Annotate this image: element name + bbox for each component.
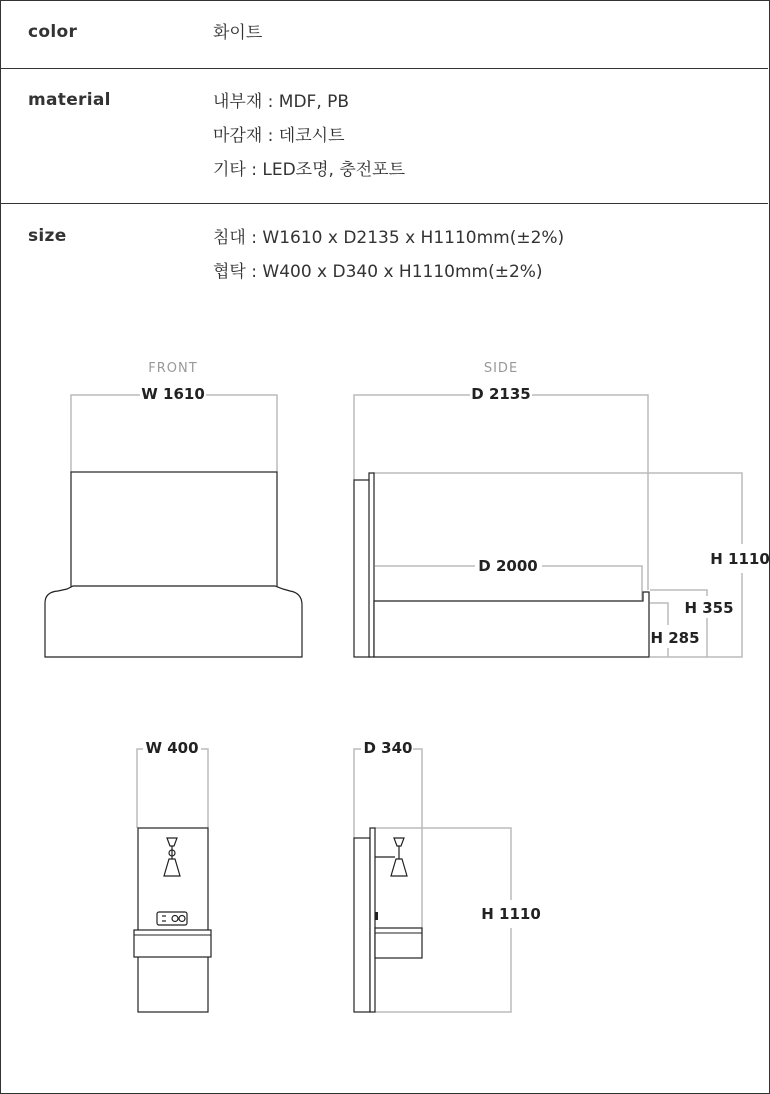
bed-depth-mattress-label: D 2000 — [478, 557, 538, 575]
spec-line: 협탁 : W400 x D340 x H1110mm(±2%) — [213, 262, 543, 282]
spec-label-material: material — [28, 90, 111, 110]
bed-width-label: W 1610 — [141, 385, 205, 403]
table-side-back-panel — [370, 828, 375, 1012]
bed-side-view — [354, 361, 770, 657]
spec-label-color: color — [28, 22, 78, 42]
lamp-icon — [375, 838, 407, 876]
spec-line: 기타 : LED조명, 충전포트 — [213, 160, 406, 180]
side-view-title: SIDE — [483, 361, 519, 376]
table-side-view — [354, 739, 541, 1012]
table-width-dimension — [137, 749, 208, 828]
table-side-back — [354, 838, 370, 1012]
bed-side-frame — [374, 592, 649, 657]
table-width-label: W 400 — [145, 739, 199, 757]
table-depth-label: D 340 — [363, 739, 413, 757]
front-view-title: FRONT — [148, 361, 198, 376]
charging-port-icon — [157, 912, 187, 925]
table-front-shelf — [134, 930, 211, 957]
bed-depth-total-label: D 2135 — [471, 385, 531, 403]
bed-front-base — [45, 586, 302, 657]
bed-width-dimension — [71, 395, 277, 472]
bed-height-base-label: H 285 — [650, 629, 700, 647]
spec-label-size: size — [28, 226, 67, 246]
spec-line: 내부재 : MDF, PB — [213, 92, 350, 112]
table-height-label: H 1110 — [481, 905, 541, 923]
bed-height-frame-label: H 355 — [684, 599, 734, 617]
bed-side-headboard-panel — [369, 473, 374, 657]
spec-line: 마감재 : 데코시트 — [213, 126, 345, 146]
bed-front-headboard — [71, 472, 277, 587]
bed-side-headboard — [354, 480, 370, 657]
bed-front-view — [45, 361, 302, 657]
spec-line: 화이트 — [213, 23, 263, 43]
bed-height-total-label: H 1110 — [710, 550, 770, 568]
spec-line: 침대 : W1610 x D2135 x H1110mm(±2%) — [213, 228, 565, 248]
table-front-view — [134, 739, 211, 1012]
